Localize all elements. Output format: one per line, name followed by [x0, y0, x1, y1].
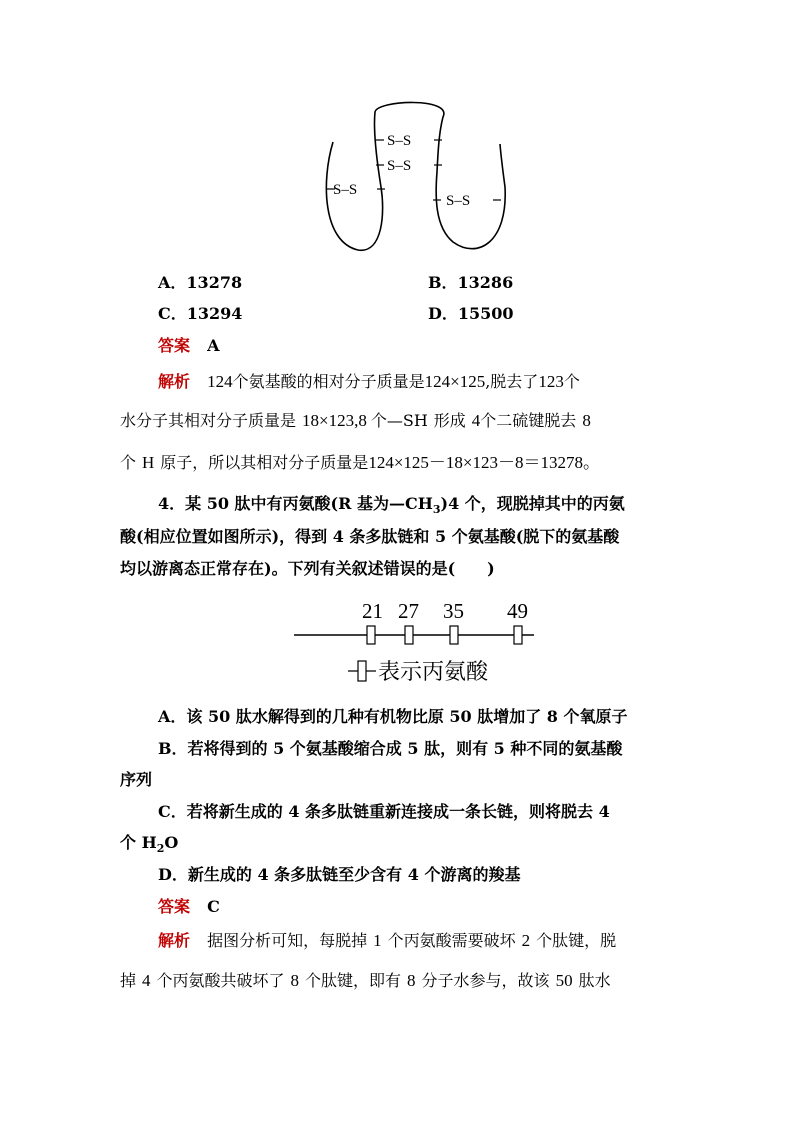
alanine-marker-27 [405, 626, 413, 644]
disulfide-bond-middle: S–S [387, 158, 412, 174]
alanine-marker-35 [450, 626, 458, 644]
legend-text: 表示丙氨酸 [378, 660, 489, 685]
alanine-label-27: 27 [398, 599, 419, 623]
q4-stem-line-3: 均以游离态正常存在)。下列有关叙述错误的是( ) [120, 559, 495, 578]
q4-stem-line-1: 4．某 50 肽中有丙氨酸(R 基为$—CH_3)4$ 个，现脱掉其中的丙氨 [158, 494, 625, 517]
q3-option-a[interactable]: A．13278 [158, 273, 243, 292]
q4-stem-line-2: 酸(相应位置如图所示)，得到 4 条多肽链和 5 个氨基酸(脱下的氨基酸 [120, 527, 620, 546]
q3-answer: 答案 A [158, 336, 220, 355]
alanine-label-35: 35 [443, 599, 464, 623]
legend-alanine-icon [358, 661, 366, 681]
alanine-label-49: 49 [507, 599, 528, 623]
q4-answer: 答案 C [158, 897, 220, 916]
q3-analysis-line-1: 解析 124个氨基酸的相对分子质量是124×125,脱去了123个 [158, 372, 580, 391]
protein-disulfide-figure [313, 92, 518, 264]
q4-option-a[interactable]: A．该 50 肽水解得到的几种有机物比原 50 肽增加了 8 个氧原子 [158, 707, 628, 726]
disulfide-bond-left: S–S [333, 182, 358, 198]
q4-option-b-continued: 序列 [120, 770, 153, 789]
disulfide-bond-top: S–S [387, 133, 412, 149]
alanine-position-svg [286, 590, 548, 690]
q4-option-b[interactable]: B．若将得到的 5 个氨基酸缩合成 5 肽，则有 5 种不同的氨基酸 [158, 739, 623, 758]
q3-option-d[interactable]: D．15500 [428, 304, 514, 323]
q3-analysis-line-3: 个 H 原子，所以其相对分子质量是124×125－18×123－8＝13278。 [120, 453, 600, 472]
alanine-marker-21 [367, 626, 375, 644]
q4-option-c-continued: 个 $H_2O$ [120, 833, 179, 856]
alanine-position-figure [286, 590, 548, 690]
q4-option-d[interactable]: D．新生成的 4 条多肽链至少含有 4 个游离的羧基 [158, 865, 521, 884]
alanine-marker-49 [514, 626, 522, 644]
protein-disulfide-svg [313, 92, 518, 264]
q4-option-c[interactable]: C．若将新生成的 4 条多肽链重新连接成一条长链，则将脱去 4 [158, 802, 610, 821]
q4-analysis-line-1: 解析 据图分析可知，每脱掉 1 个丙氨酸需要破坏 2 个肽键，脱 [158, 931, 617, 950]
q3-analysis-line-2: 水分子其相对分子质量是 18×123,8 个—SH 形成 4个二硫键脱去 8 [120, 411, 591, 430]
disulfide-bond-right: S–S [446, 193, 471, 209]
q3-option-c[interactable]: C．13294 [158, 304, 243, 323]
alanine-label-21: 21 [362, 599, 383, 623]
q4-analysis-line-2: 掉 4 个丙氨酸共破坏了 8 个肽键，即有 8 分子水参与，故该 50 肽水 [120, 971, 611, 990]
polypeptide-chain [326, 102, 505, 250]
q3-option-b[interactable]: B．13286 [428, 273, 514, 292]
